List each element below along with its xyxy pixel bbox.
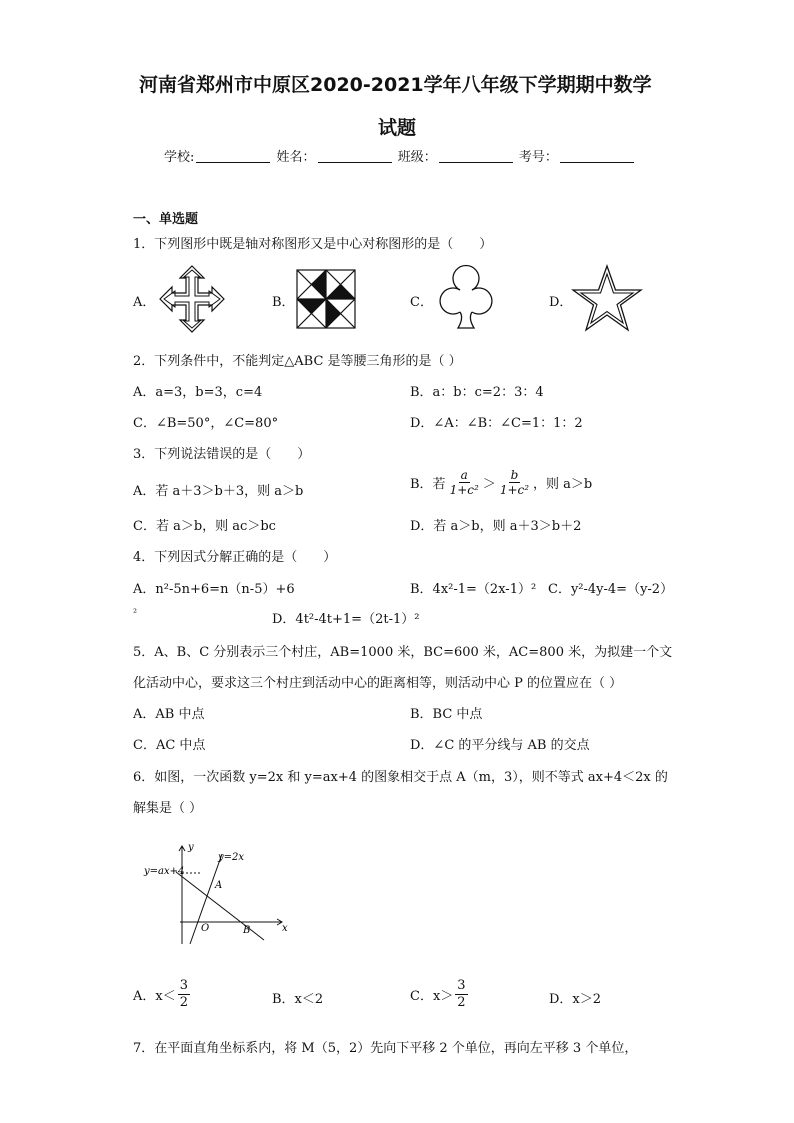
- graph-y-label: y: [188, 842, 194, 853]
- graph-origin: O: [201, 923, 210, 934]
- q3-b-gt: ＞: [482, 477, 496, 492]
- section-title: 一、单选题: [133, 212, 199, 227]
- school-label: 学校:: [164, 150, 195, 165]
- q3-b-prefix: B．若: [410, 477, 446, 492]
- q4-option-d: D．4t²-4t+1=（2t-1）²: [272, 612, 420, 627]
- q1-option-c-label: C．: [410, 295, 433, 310]
- q4-option-c: C．y²-4y-4=（y-2）: [548, 582, 674, 597]
- school-blank: [196, 150, 270, 163]
- graph-point-b: B: [243, 925, 251, 936]
- four-arrows-cross-icon: [158, 264, 226, 334]
- graph-point-a: A: [215, 880, 223, 891]
- q6-option-d: D．x＞2: [549, 992, 602, 1007]
- q5-line1: 5．A、B、C 分别表示三个村庄，AB=1000 米，BC=600 米，AC=800 米，为拟建一个文: [133, 645, 673, 660]
- q3-b-den2: 1+c²: [499, 483, 530, 497]
- q6-option-b: B．x＜2: [272, 992, 324, 1007]
- q2-option-d: D．∠A：∠B：∠C=1：1：2: [410, 416, 583, 431]
- q3-option-c: C．若 a＞b，则 ac＞bc: [133, 519, 276, 534]
- exam-no-blank: [560, 150, 634, 163]
- q5-option-b: B．BC 中点: [410, 707, 483, 722]
- q3-b-suffix: ，则 a＞b: [533, 477, 593, 492]
- club-icon: [434, 264, 498, 332]
- q1-option-b-label: B．: [272, 295, 295, 310]
- class-blank: [439, 150, 513, 163]
- q6-a-fraction: [178, 978, 190, 1011]
- q6-c-fraction: [455, 978, 467, 1011]
- q6-c-num: 3: [457, 978, 466, 993]
- name-blank: [318, 150, 392, 163]
- q6-a-prefix: A．x＜: [133, 989, 176, 1004]
- double-star-icon: [570, 264, 644, 334]
- graph-line1-label: y=2x: [218, 852, 245, 863]
- q6-c-den: 2: [457, 995, 466, 1010]
- q3-b-num1: a: [460, 468, 468, 482]
- q5-option-c: C．AC 中点: [133, 738, 206, 753]
- q4-option-b: B．4x²-1=（2x-1）²: [410, 582, 537, 597]
- q3-option-a: A．若 a＋3＞b＋3，则 a＞b: [133, 484, 304, 499]
- q2-option-a: A．a=3，b=3，c=4: [133, 385, 263, 400]
- q6-line2: 解集是（ ）: [133, 801, 203, 816]
- document-title-line1: 河南省郑州市中原区2020-2021学年八年级下学期期中数学: [139, 74, 652, 96]
- q1-stem: 1．下列图形中既是轴对称图形又是中心对称图形的是（ ）: [133, 237, 493, 252]
- graph-x-label: x: [282, 923, 288, 934]
- q4-option-a: A．n²-5n+6=n（n-5）+6: [133, 582, 295, 597]
- q6-option-a: [133, 978, 192, 1011]
- pinwheel-icon: [295, 268, 357, 330]
- q7-line1: 7．在平面直角坐标系内，将 M（5，2）先向下平移 2 个单位，再向左平移 3 个单位，: [133, 1041, 638, 1056]
- q6-a-num: 3: [179, 978, 189, 993]
- q3-b-den1: 1+c²: [449, 483, 479, 497]
- q3-b-num2: b: [510, 468, 519, 482]
- q2-stem: 2．下列条件中，不能判定△ABC 是等腰三角形的是（ ）: [133, 354, 462, 369]
- q3-option-b: [410, 468, 592, 497]
- graph-line2-label: y=ax+4: [144, 866, 185, 877]
- q3-stem: 3．下列说法错误的是（ ）: [133, 447, 311, 462]
- q6-c-prefix: C．x＞: [410, 989, 454, 1004]
- name-label: 姓名：: [276, 150, 316, 165]
- q6-function-graph: [140, 840, 300, 950]
- q5-option-d: D．∠C 的平分线与 AB 的交点: [410, 738, 590, 753]
- q1-option-d-label: D．: [549, 295, 573, 310]
- student-info-row: [164, 146, 636, 165]
- q6-option-c: [410, 978, 470, 1011]
- q6-line1: 6．如图，一次函数 y=2x 和 y=ax+4 的图象相交于点 A（m，3），则不等式 ax+4＜2x 的: [133, 770, 668, 785]
- q2-option-c: C．∠B=50°，∠C=80°: [133, 416, 279, 431]
- q1-option-a-label: A．: [133, 295, 156, 310]
- document-title-line2: 试题: [378, 117, 417, 139]
- q4-stem: 4．下列因式分解正确的是（ ）: [133, 550, 337, 565]
- q3-b-fraction-2: [498, 468, 531, 497]
- exam-no-label: 考号：: [518, 150, 558, 165]
- class-label: 班级：: [397, 150, 437, 165]
- q3-option-d: D．若 a＞b，则 a＋3＞b＋2: [410, 519, 582, 534]
- q2-option-b: B．a：b：c=2：3：4: [410, 385, 544, 400]
- q5-line2: 化活动中心，要求这三个村庄到活动中心的距离相等，则活动中心 P 的位置应在（ ）: [133, 676, 623, 691]
- q5-option-a: A．AB 中点: [133, 707, 205, 722]
- q3-b-fraction-1: [448, 468, 481, 497]
- q6-a-den: 2: [179, 995, 189, 1010]
- q4-option-c-wrap: ²: [133, 608, 138, 619]
